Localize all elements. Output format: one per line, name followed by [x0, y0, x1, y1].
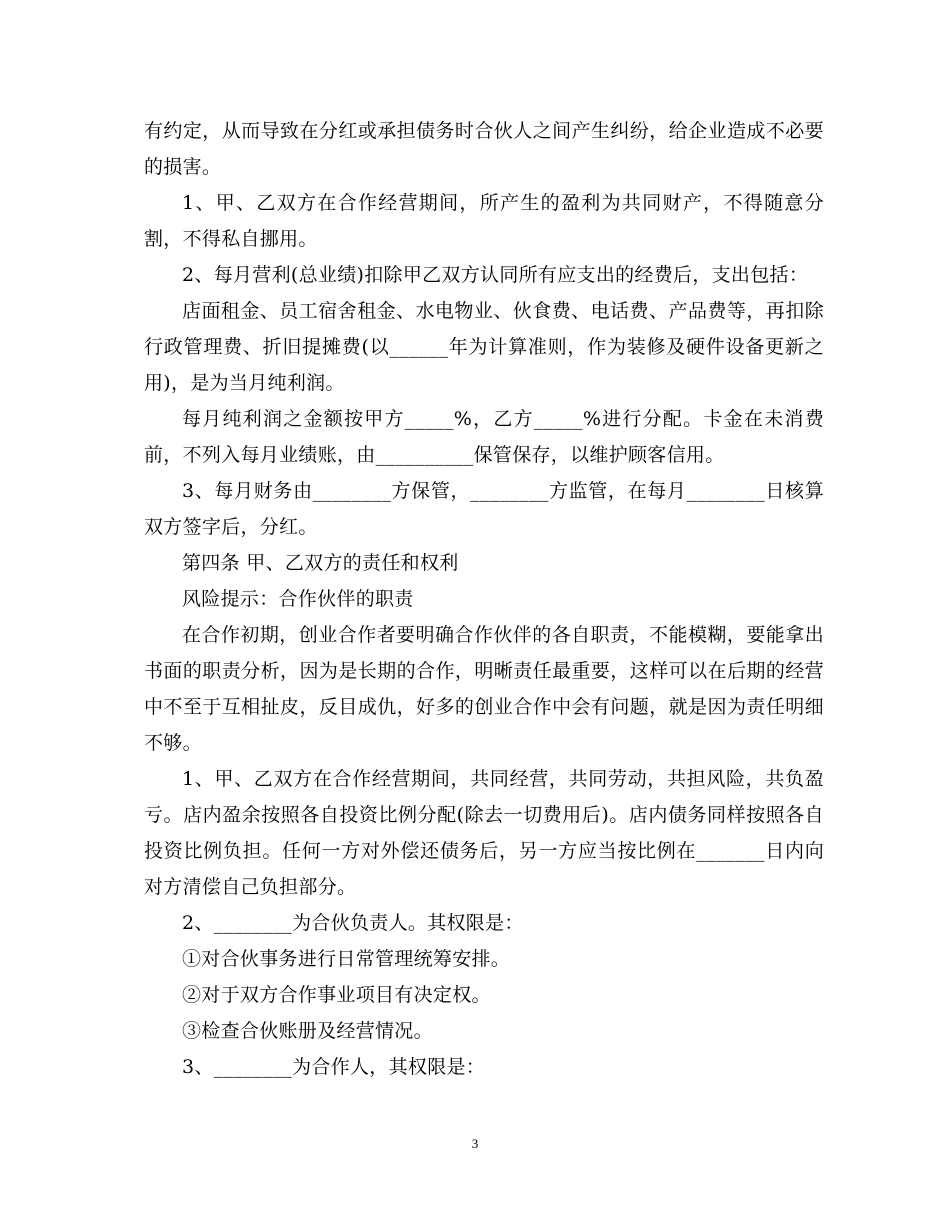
page-number: 3 — [471, 1136, 479, 1151]
list-item: ②对于双方合作事业项目有决定权。 — [182, 984, 491, 1006]
list-item: ①对合伙事务进行日常管理统筹安排。 — [182, 948, 511, 970]
list-item: ③检查合伙账册及经营情况。 — [182, 1020, 433, 1042]
paragraph: 在合作初期，创业合作者要明确合作伙伴的各自职责，不能模糊，要能拿出书面的职责分析，因为是长期的合作，明晰责任最重要，这样可以在后期的经营中不至于互相扯皮，反目成仇，好多的创业合作中会有问题，就是因为责任明细不够。 — [144, 624, 824, 754]
section-heading: 第四条 甲、乙双方的责任和权利 — [182, 552, 459, 574]
paragraph: 3、________为合作人，其权限是： — [182, 1056, 486, 1078]
document-body — [144, 113, 824, 1085]
paragraph: 2、每月营利(总业绩)扣除甲乙双方认同所有应支出的经费后，支出包括： — [182, 264, 809, 286]
paragraph: 每月纯利润之金额按甲方_____%，乙方_____%进行分配。卡金在未消费前，不列入每月业绩账，由__________保管保存，以维护顾客信用。 — [144, 408, 824, 466]
paragraph: 店面租金、员工宿舍租金、水电物业、伙食费、电话费、产品费等，再扣除行政管理费、折旧提摊费(以______年为计算准则，作为装修及硬件设备更新之用)，是为当月纯利润。 — [144, 300, 824, 394]
paragraph: 3、每月财务由________方保管，________方监管，在每月________日核算双方签字后，分红。 — [144, 480, 824, 538]
paragraph: 1、甲、乙双方在合作经营期间，共同经营，共同劳动，共担风险，共负盈亏。店内盈余按照各自投资比例分配(除去一切费用后)。店内债务同样按照各自投资比例负担。任何一方对外偿还债务后，另一方应当按比例在_______日内向对方清偿自己负担部分。 — [144, 768, 824, 898]
paragraph: 有约定，从而导致在分红或承担债务时合伙人之间产生纠纷，给企业造成不必要的损害。 — [144, 120, 824, 178]
paragraph: 2、________为合伙负责人。其权限是： — [182, 912, 524, 934]
paragraph: 1、甲、乙双方在合作经营期间，所产生的盈利为共同财产，不得随意分割，不得私自挪用。 — [144, 192, 824, 250]
risk-note-heading: 风险提示：合作伙伴的职责 — [182, 588, 414, 610]
